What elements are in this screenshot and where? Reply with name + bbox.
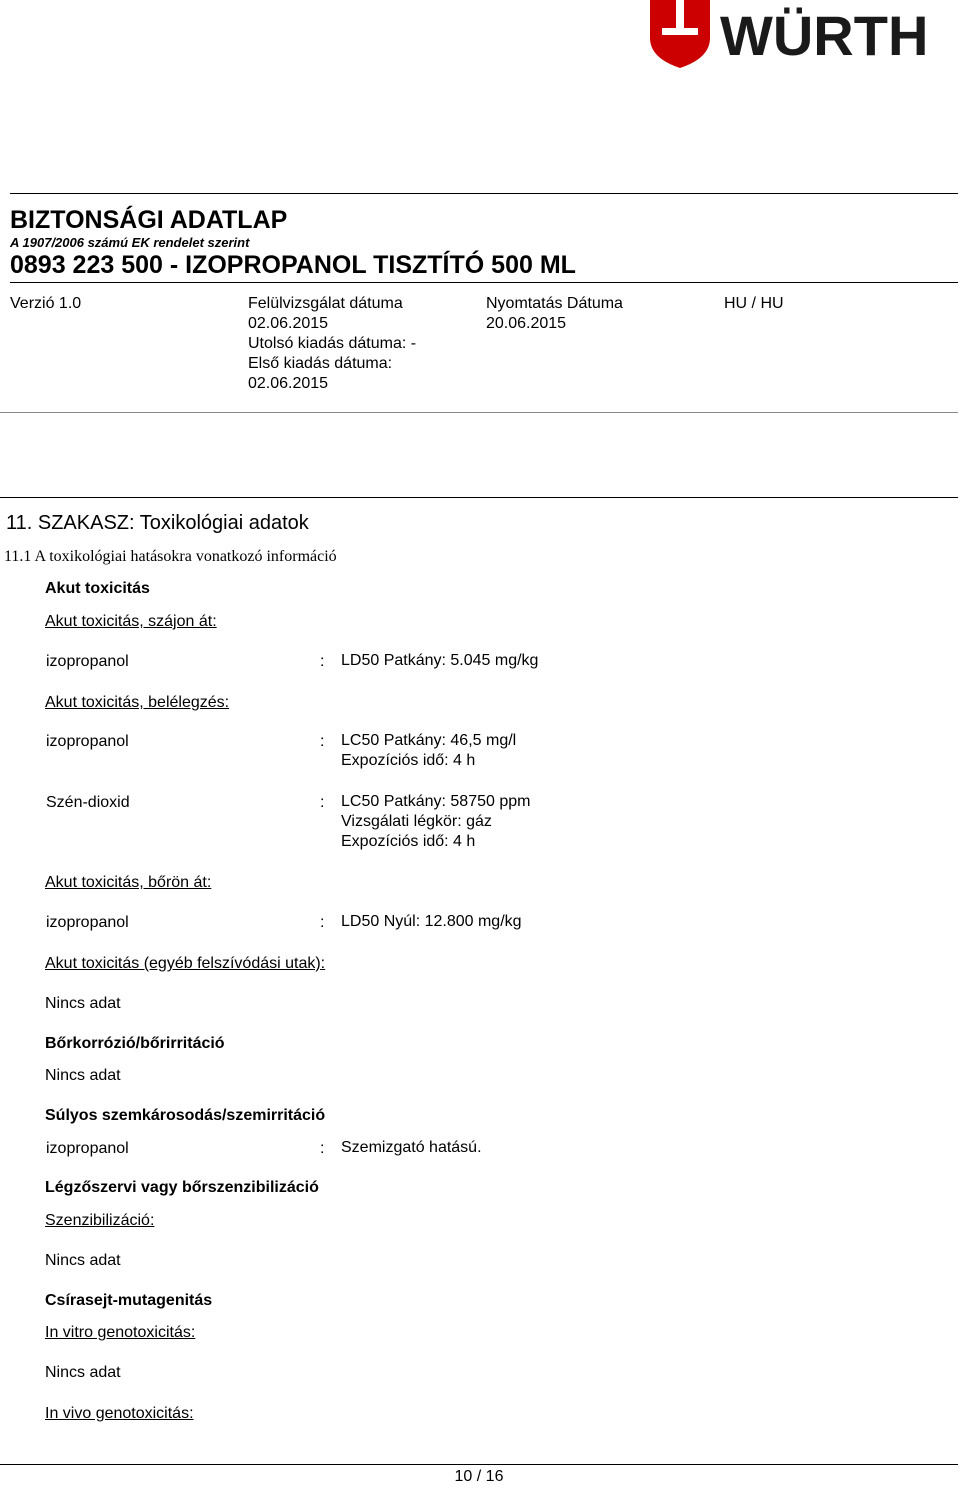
in-vitro-label: In vitro genotoxicitás: bbox=[45, 1324, 196, 1341]
inhal-label: Akut toxicitás, belélegzés: bbox=[45, 694, 230, 711]
version: Verzió 1.0 bbox=[10, 295, 82, 312]
footer-rule bbox=[0, 1464, 958, 1465]
language: HU / HU bbox=[724, 295, 784, 312]
inhal1-value-2: Expozíciós idő: 4 h bbox=[341, 752, 476, 769]
page-number: 10 / 16 bbox=[454, 1468, 504, 1485]
acute-heading: Akut toxicitás bbox=[45, 580, 150, 597]
print-label: Nyomtatás Dátuma bbox=[486, 295, 623, 312]
dermal-colon: : bbox=[320, 914, 325, 931]
section-title: 11. SZAKASZ: Toxikológiai adatok bbox=[6, 512, 309, 534]
revision-date: 02.06.2015 bbox=[248, 315, 329, 332]
oral-substance: izopropanol bbox=[46, 653, 129, 670]
inhal1-substance: izopropanol bbox=[46, 733, 129, 750]
eye-substance: izopropanol bbox=[46, 1140, 129, 1157]
last-issue: Utolsó kiadás dátuma: - bbox=[248, 335, 417, 352]
section-subtitle: 11.1 A toxikológiai hatásokra vonatkozó információ bbox=[4, 548, 337, 565]
inhal1-value-1: LC50 Patkány: 46,5 mg/l bbox=[341, 732, 517, 749]
other-routes-label: Akut toxicitás (egyéb felszívódási utak): bbox=[45, 955, 326, 972]
wurth-logo bbox=[648, 0, 958, 70]
inhal2-value-1: LC50 Patkány: 58750 ppm bbox=[341, 793, 531, 810]
skin-heading: Bőrkorrózió/bőrirritáció bbox=[45, 1035, 225, 1052]
sensitization-heading: Légzőszervi vagy bőrszenzibilizáció bbox=[45, 1179, 319, 1196]
document-title: BIZTONSÁGI ADATLAP bbox=[10, 206, 288, 234]
inhal2-colon: : bbox=[320, 794, 325, 811]
mutagenicity-heading: Csírasejt-mutagenitás bbox=[45, 1292, 213, 1309]
inhal2-value-3: Expozíciós idő: 4 h bbox=[341, 833, 476, 850]
regulation-note: A 1907/2006 számú EK rendelet szerint bbox=[10, 235, 250, 250]
other-routes-value: Nincs adat bbox=[45, 995, 121, 1012]
dermal-label: Akut toxicitás, bőrön át: bbox=[45, 874, 212, 891]
first-issue-date: 02.06.2015 bbox=[248, 375, 329, 392]
header-top-rule bbox=[10, 193, 958, 194]
revision-label: Felülvizsgálat dátuma bbox=[248, 295, 403, 312]
dermal-substance: izopropanol bbox=[46, 914, 129, 931]
oral-label: Akut toxicitás, szájon át: bbox=[45, 613, 217, 630]
print-date: 20.06.2015 bbox=[486, 315, 567, 332]
oral-colon: : bbox=[320, 653, 325, 670]
dermal-value: LD50 Nyúl: 12.800 mg/kg bbox=[341, 913, 522, 930]
eye-value: Szemizgató hatású. bbox=[341, 1139, 482, 1156]
header-bottom-rule bbox=[0, 412, 958, 413]
eye-heading: Súlyos szemkárosodás/szemirritáció bbox=[45, 1107, 326, 1124]
in-vivo-label: In vivo genotoxicitás: bbox=[45, 1405, 194, 1422]
product-name: 0893 223 500 - IZOPROPANOL TISZTÍTÓ 500 ML bbox=[10, 251, 576, 279]
header-product-rule bbox=[10, 282, 958, 283]
inhal2-substance: Szén-dioxid bbox=[46, 794, 130, 811]
in-vitro-value: Nincs adat bbox=[45, 1364, 121, 1381]
eye-colon: : bbox=[320, 1140, 325, 1157]
sensitization-label: Szenzibilizáció: bbox=[45, 1212, 155, 1229]
sensitization-value: Nincs adat bbox=[45, 1252, 121, 1269]
svg-text:WÜRTH: WÜRTH bbox=[720, 4, 929, 67]
oral-value: LD50 Patkány: 5.045 mg/kg bbox=[341, 652, 539, 669]
section-rule bbox=[0, 497, 958, 498]
skin-value: Nincs adat bbox=[45, 1067, 121, 1084]
first-issue-label: Első kiadás dátuma: bbox=[248, 355, 393, 372]
inhal2-value-2: Vizsgálati légkör: gáz bbox=[341, 813, 492, 830]
inhal1-colon: : bbox=[320, 733, 325, 750]
